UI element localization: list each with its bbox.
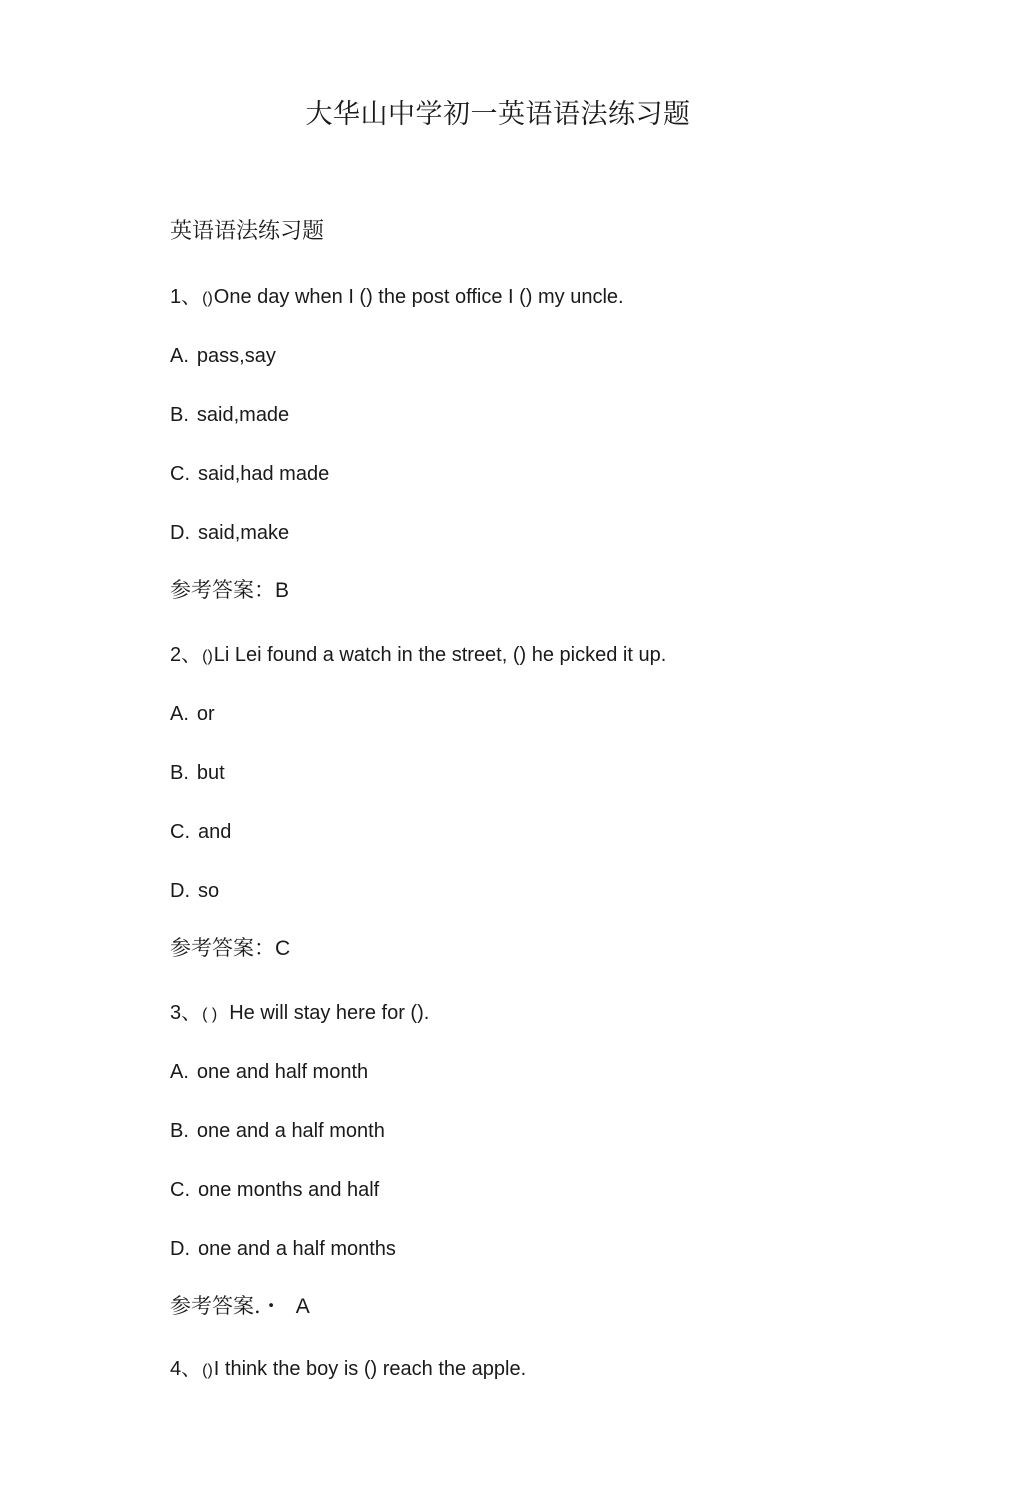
option-b bbox=[170, 760, 225, 786]
option-text: said,made bbox=[196, 404, 290, 426]
option-a bbox=[170, 1059, 368, 1085]
option-c bbox=[170, 1177, 379, 1203]
option-d bbox=[170, 520, 289, 546]
option-d bbox=[170, 878, 219, 904]
answer-label: 参考答案： bbox=[170, 936, 275, 960]
option-text: one months and half bbox=[198, 1179, 380, 1201]
option-letter: D. bbox=[170, 522, 190, 544]
option-b bbox=[170, 1118, 385, 1144]
option-b bbox=[170, 402, 289, 428]
question-number: 3、 bbox=[170, 1002, 202, 1024]
question-4-stem bbox=[170, 1356, 526, 1384]
option-letter: A. bbox=[170, 345, 189, 367]
option-text: pass,say bbox=[196, 345, 276, 367]
option-text: one and a half month bbox=[196, 1120, 385, 1142]
answer-blank: () bbox=[202, 648, 213, 665]
option-c bbox=[170, 461, 329, 487]
option-c bbox=[170, 819, 231, 845]
question-text: Li Lei found a watch in the street, () he picked it up. bbox=[213, 644, 667, 666]
answer-label: 参考答案： bbox=[170, 578, 275, 602]
question-number: 4、 bbox=[170, 1358, 202, 1380]
question-number: 1、 bbox=[170, 286, 202, 308]
option-letter: C. bbox=[170, 1179, 190, 1201]
option-text: one and half month bbox=[196, 1061, 369, 1083]
answer-label: 参考答案.・ bbox=[170, 1294, 282, 1318]
document-title: 大华山中学初一英语语法练习题 bbox=[305, 99, 691, 130]
option-letter: D. bbox=[170, 880, 190, 902]
option-text: said,had made bbox=[198, 463, 330, 485]
answer-value: A bbox=[295, 1295, 310, 1318]
option-letter: B. bbox=[170, 404, 189, 426]
answer-blank: () bbox=[202, 1362, 213, 1379]
option-text: said,make bbox=[198, 522, 290, 544]
option-letter: A. bbox=[170, 703, 189, 725]
answer-value: C bbox=[275, 937, 291, 960]
answer-value: B bbox=[275, 579, 290, 602]
option-text: or bbox=[196, 703, 215, 725]
section-heading: 英语语法练习题 bbox=[170, 219, 325, 244]
option-letter: D. bbox=[170, 1238, 190, 1260]
option-letter: C. bbox=[170, 821, 190, 843]
question-text: I think the boy is () reach the apple. bbox=[213, 1358, 527, 1380]
option-a bbox=[170, 701, 215, 727]
option-d bbox=[170, 1236, 396, 1262]
option-letter: A. bbox=[170, 1061, 189, 1083]
question-1-stem bbox=[170, 284, 624, 312]
option-letter: B. bbox=[170, 762, 189, 784]
option-text: so bbox=[198, 880, 220, 902]
answer-blank: () bbox=[202, 290, 213, 307]
question-number: 2、 bbox=[170, 644, 202, 666]
answer-key-2 bbox=[170, 935, 290, 962]
answer-key-3 bbox=[170, 1293, 310, 1320]
option-text: and bbox=[198, 821, 232, 843]
answer-key-1 bbox=[170, 577, 289, 604]
option-letter: B. bbox=[170, 1120, 189, 1142]
answer-blank: ( ) bbox=[202, 1006, 218, 1023]
option-text: but bbox=[196, 762, 225, 784]
question-2-stem bbox=[170, 642, 666, 670]
question-3-stem bbox=[170, 1000, 429, 1028]
option-a bbox=[170, 343, 276, 369]
question-text: One day when I () the post office I () my uncle. bbox=[213, 286, 624, 308]
option-text: one and a half months bbox=[198, 1238, 396, 1260]
question-text: He will stay here for (). bbox=[229, 1002, 430, 1024]
option-letter: C. bbox=[170, 463, 190, 485]
